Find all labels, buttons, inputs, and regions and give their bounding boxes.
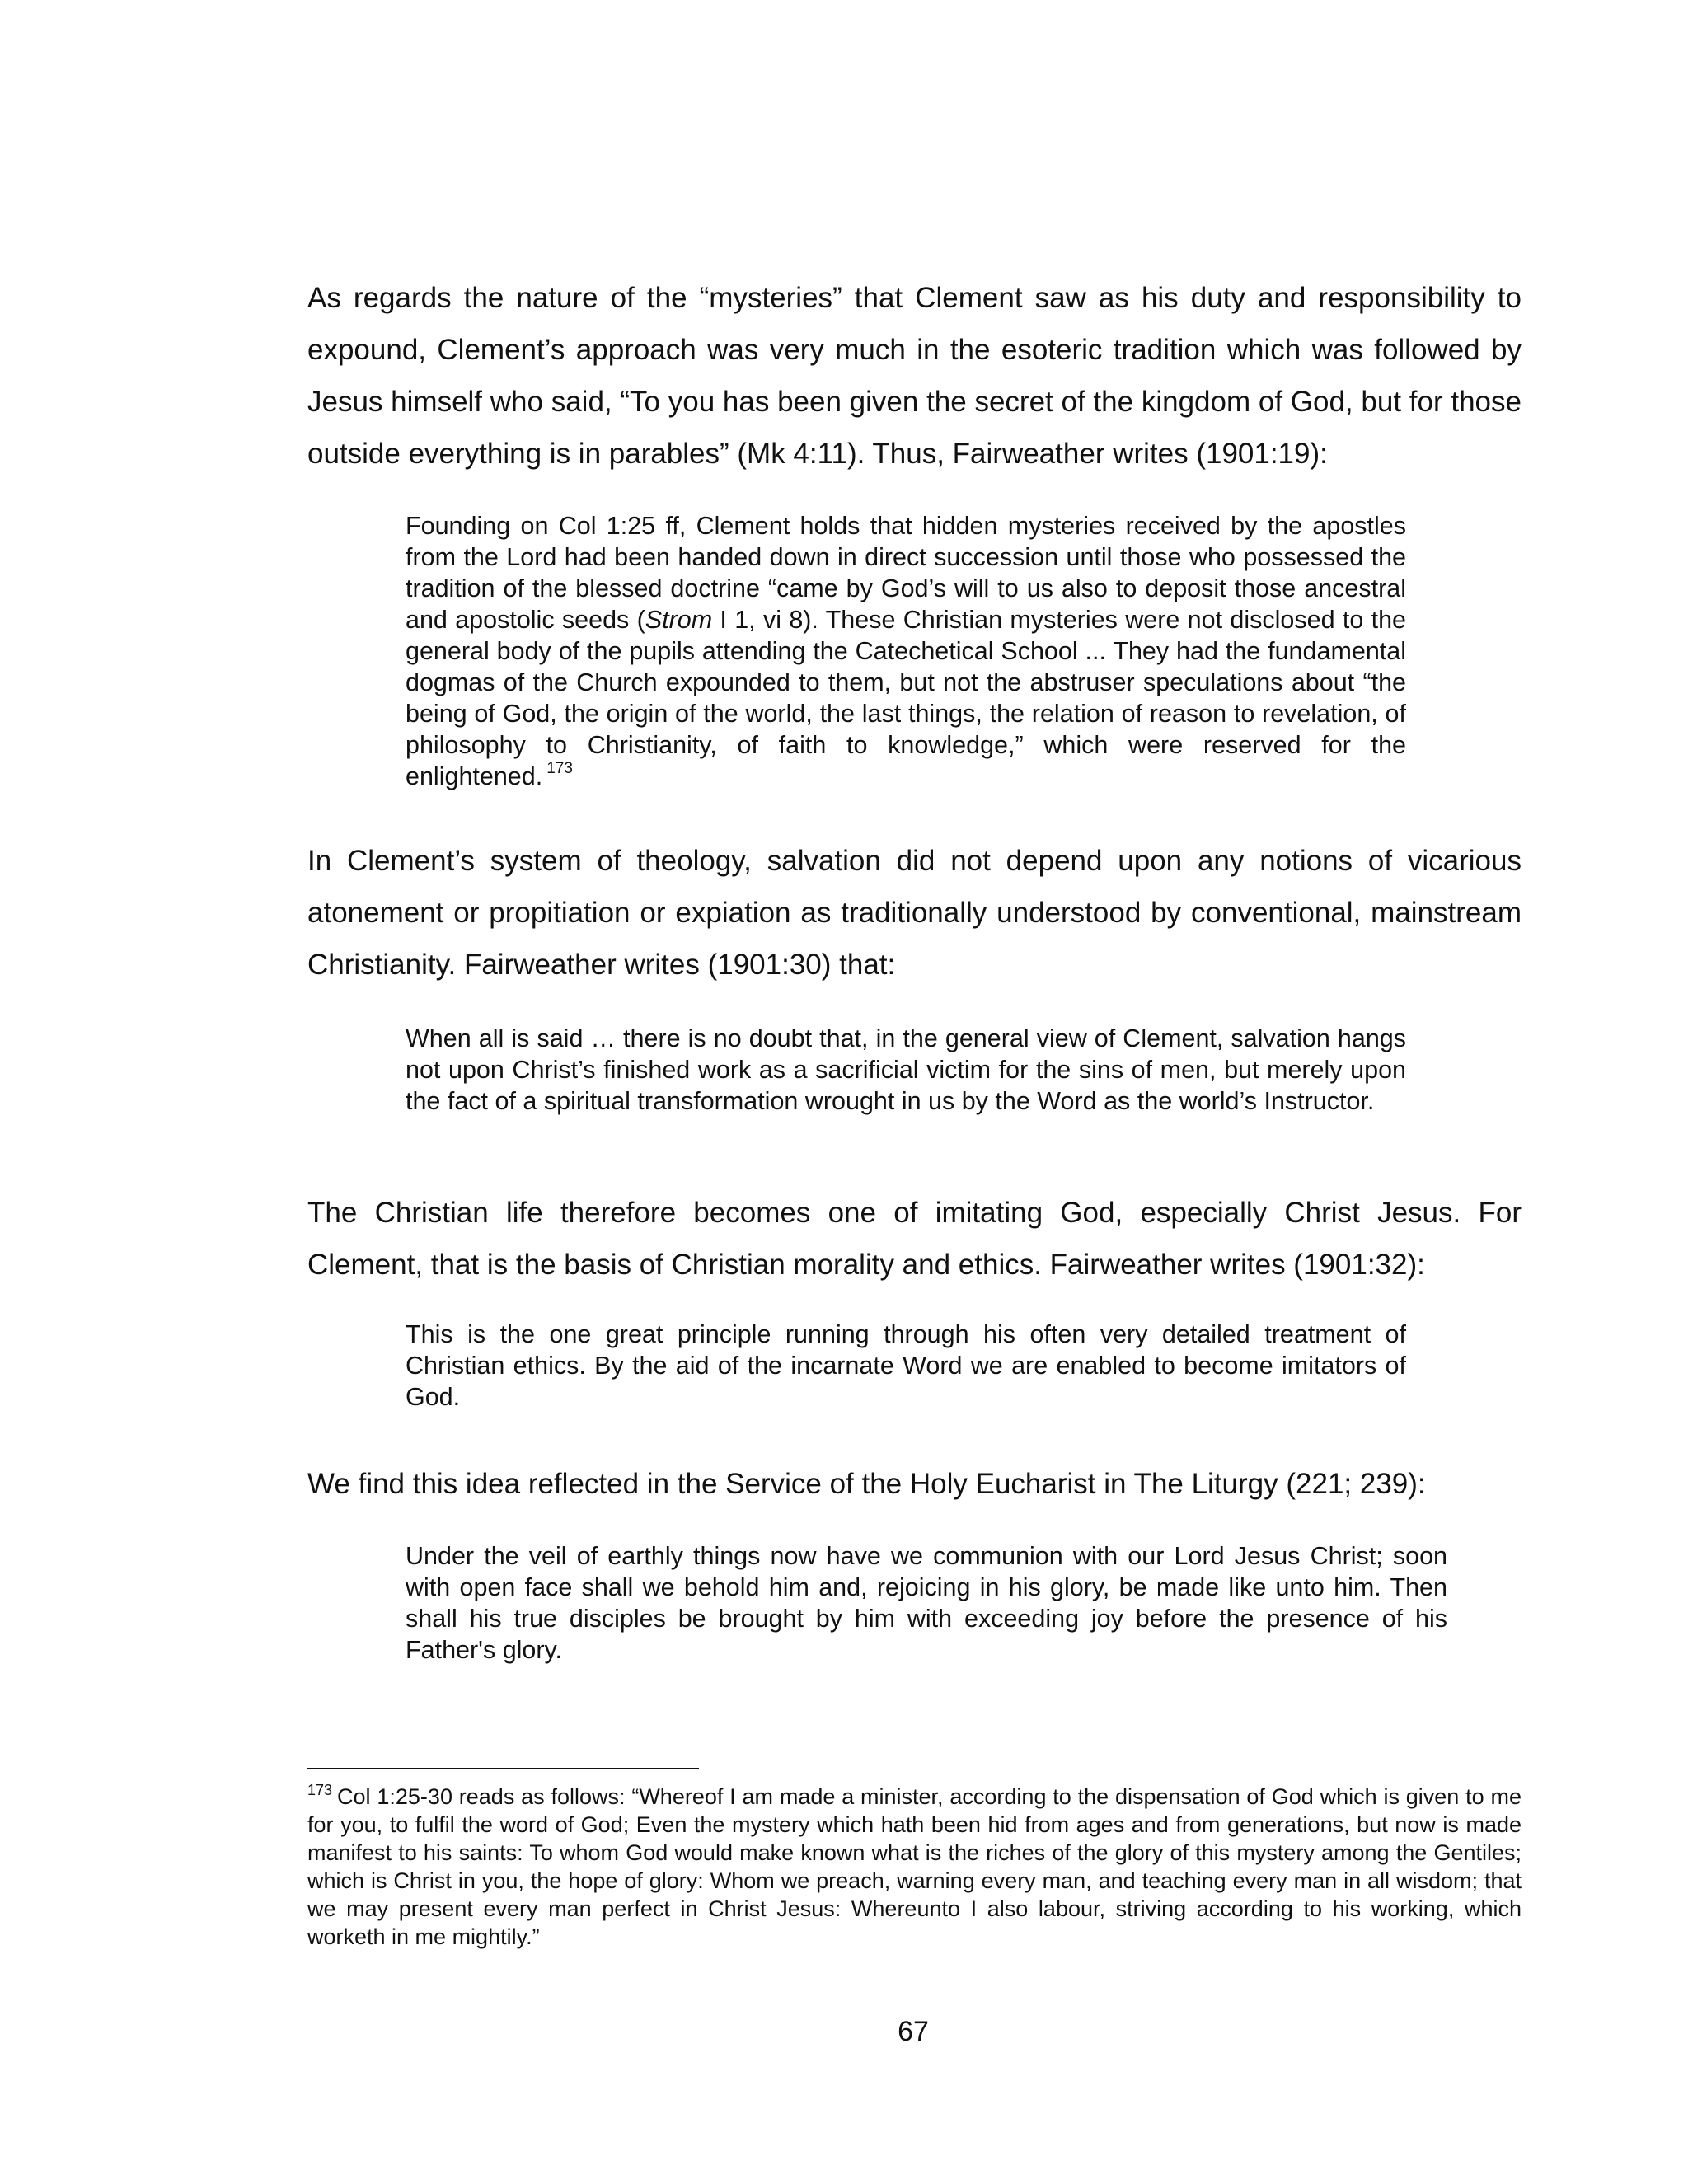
footnote-mark: 173 (307, 1782, 333, 1798)
footnote-reference-173[interactable]: 173 (546, 760, 573, 777)
block-quote-text (406, 510, 1406, 792)
footnote-separator-rule (307, 1768, 699, 1769)
footnote-173 (307, 1783, 1522, 1951)
body-paragraph-mysteries: As regards the nature of the “mysteries” that Clement saw as his duty and responsibility to expound, Clement’s approach was very much in the esoteric tradition which was followed by Jesus himself who said, “To you has been given the secret of the kingdom of God, but for those outside everything is in parables” (Mk 4:11). Thus, Fairweather writes (1901:19): (307, 282, 1522, 470)
body-paragraph-christian-life: The Christian life therefore becomes one of imitating God, especially Christ Jesus. For Clement, that is the basis of Christian morality and ethics. Fairweather writes (1901:32): (307, 1197, 1522, 1281)
quote-text-after-italic: I 1, vi 8). These Christian mysteries were not disclosed to the general body of the pupils attending the Catechetical School ... They had the fundamental dogmas of the Church expounded to them, but not the abstruser speculations about “the being of God, the origin of the world, the last things, the relation of reason to revelation, of philosophy to Christianity, of faith to knowledge,” which were reserved for the enlightened. (406, 606, 1406, 790)
page-number: 67 (898, 2016, 929, 2047)
footnote-text: Col 1:25-30 reads as follows: “Whereof I am made a minister, according to the dispensation of God which is given to me for you, to fulfil the word of God; Even the mystery which hath been hid from ages and from generations, but now is made manifest to his saints: To whom God would make known what is the riches of the glory of this mystery among the Gentiles; which is Christ in you, the hope of glory: Whom we preach, warning every man, and teaching every man in all wisdom; that we may present every man perfect in Christ Jesus: Whereunto I also labour, striving according to his working, which worketh in me mightily.” (307, 1784, 1522, 1949)
block-quote-fairweather-30 (406, 1023, 1406, 1117)
quote-text-before-italic: Founding on Col 1:25 ff, Clement holds that hidden mysteries received by the apostles from the Lord had been handed down in direct succession until those who possessed the tradition of the blessed doctrine “came by God’s will to us also to deposit those ancestral and apostolic seeds ( (406, 512, 1406, 634)
block-quote-text: When all is said … there is no doubt that, in the general view of Clement, salvation hangs not upon Christ’s finished work as a sacrificial victim for the sins of men, but merely upon the fact of a spiritual transformation wrought in us by the Word as the world’s Instructor. (406, 1024, 1406, 1115)
body-paragraph-liturgy: We find this idea reflected in the Service of the Holy Eucharist in The Liturgy (221; 239): (307, 1468, 1426, 1500)
block-quote-text: Under the veil of earthly things now have we communion with our Lord Jesus Christ; soon with open face shall we behold him and, rejoicing in his glory, be made like unto him. Then shall his true disciples be brought by him with exceeding joy before the presence of his Father's glory. (406, 1542, 1447, 1664)
body-paragraph-salvation: In Clement’s system of theology, salvation did not depend upon any notions of vicarious atonement or propitiation or expiation as traditionally understood by conventional, mainstream Christianity. Fairweather writes (1901:30) that: (307, 845, 1522, 981)
block-quote-fairweather-32 (406, 1319, 1406, 1413)
block-quote-text: This is the one great principle running through his often very detailed treatment of Christian ethics. By the aid of the incarnate Word we are enabled to become imitators of God. (406, 1320, 1406, 1411)
block-quote-liturgy (406, 1540, 1447, 1666)
quote-italic-strom: Strom (645, 606, 713, 634)
block-quote-fairweather-19 (406, 510, 1406, 792)
